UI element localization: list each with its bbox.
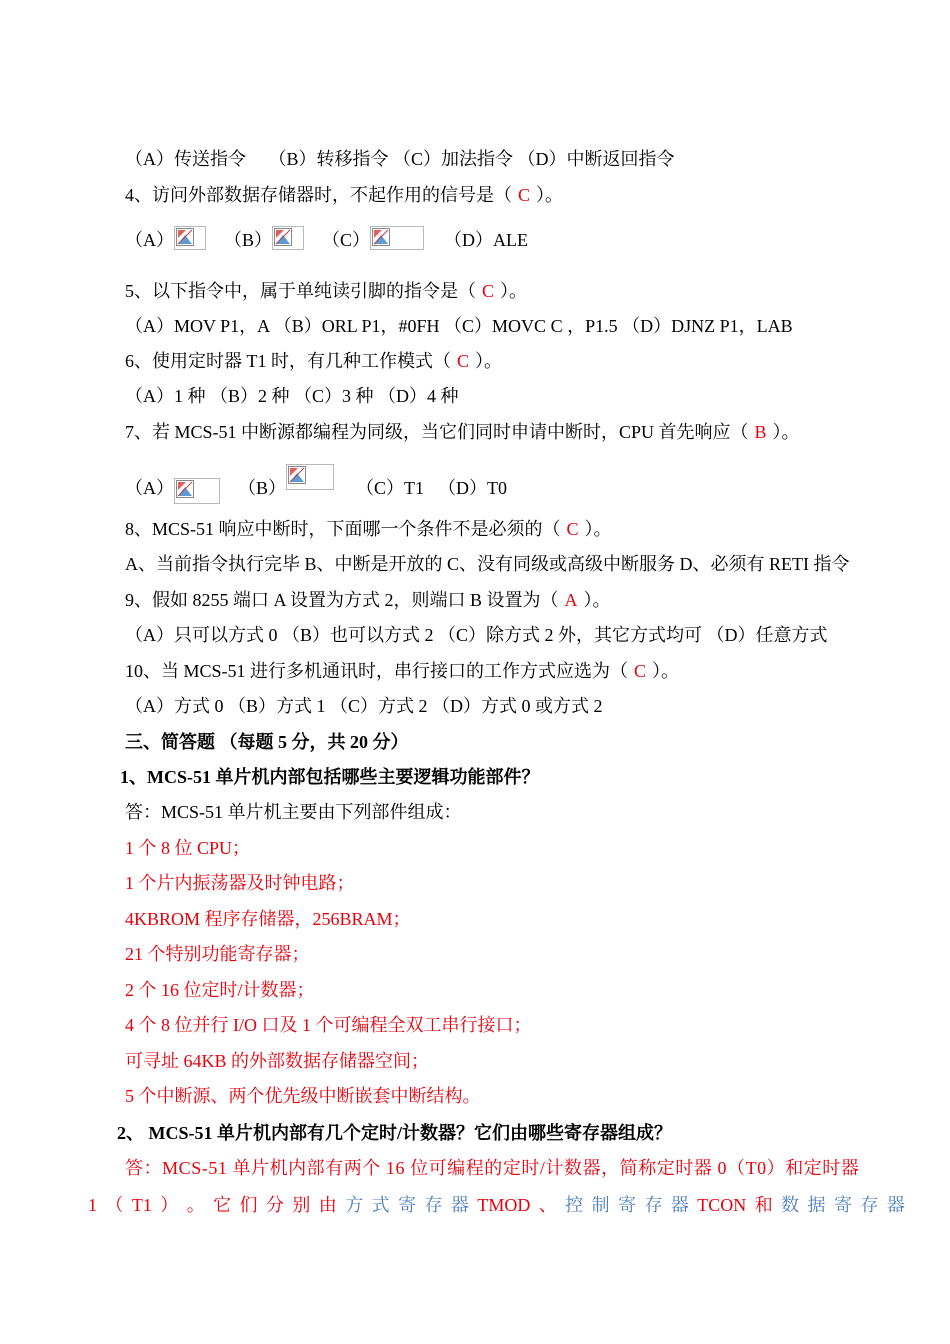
q7-text: 7、若 MCS-51 中断源都编程为同级，当它们同时申请中断时，CPU 首先响应（ <box>125 422 749 442</box>
sq2-line2-token: 寄 <box>618 1195 637 1215</box>
sq2-line2-token: TCON <box>697 1195 747 1215</box>
sq2-line2-token: 、 <box>538 1195 557 1215</box>
q7-option-b: （B） <box>238 478 287 498</box>
sq2-line2-token: 和 <box>754 1195 773 1215</box>
q7-option-d: （D）T0 <box>438 478 508 498</box>
q10-options: （A）方式 0 （B）方式 1 （C）方式 2 （D）方式 0 或方式 2 <box>125 696 603 716</box>
sq2-line2-token: TMOD <box>477 1195 531 1215</box>
q6-options: （A）1 种 （B）2 种 （C）3 种 （D）4 种 <box>125 386 459 406</box>
sq2-line2-token: 存 <box>860 1195 879 1215</box>
sq1-item: 21 个特别功能寄存器； <box>125 944 310 964</box>
q7-answer: B <box>754 422 767 442</box>
sq2-line2-token: 制 <box>591 1195 610 1215</box>
q9-stem <box>125 588 611 612</box>
q7-stem <box>125 420 800 444</box>
q4-option-c: （C） <box>322 230 371 250</box>
q8-text: 8、MCS-51 响应中断时，下面哪一个条件不是必须的（ <box>125 519 561 539</box>
q7-end: ）。 <box>772 422 800 442</box>
sq2-line2-token: T1 <box>131 1195 152 1215</box>
q8-stem <box>125 517 612 541</box>
sq2-line2-token: 器 <box>450 1195 469 1215</box>
q7-options <box>125 464 507 504</box>
q5-end: ）。 <box>500 281 528 301</box>
sq2-line2-token: 存 <box>424 1195 443 1215</box>
broken-image-icon <box>174 478 220 504</box>
q4-option-b: （B） <box>224 230 273 250</box>
sq2-line2-token: 别 <box>292 1195 311 1215</box>
q4-answer: C <box>518 185 531 205</box>
q6-end: ）。 <box>475 351 503 371</box>
broken-image-icon <box>286 464 334 490</box>
sq2-line2-token: 寄 <box>833 1195 852 1215</box>
q10-text: 10、当 MCS-51 进行多机通讯时，串行接口的工作方式应选为（ <box>125 661 629 681</box>
sq2-question: 2、 MCS-51 单片机内部有几个定时/计数器？它们由哪些寄存器组成？ <box>117 1123 672 1143</box>
sq2-line2-token: 控 <box>565 1195 584 1215</box>
q10-end: ）。 <box>652 661 680 681</box>
q10-stem <box>125 659 679 683</box>
q7-option-a: （A） <box>125 478 174 498</box>
q10-answer: C <box>634 661 647 681</box>
q9-answer: A <box>564 590 578 610</box>
sq1-question: 1、MCS-51 单片机内部包括哪些主要逻辑功能部件？ <box>120 767 540 787</box>
sq1-item: 2 个 16 位定时/计数器； <box>125 980 315 1000</box>
sq2-line2-token: 们 <box>239 1195 258 1215</box>
sq1-item: 1 个片内振荡器及时钟电路； <box>125 873 355 893</box>
q7-option-c: （C）T1 <box>356 478 425 498</box>
sq1-answer-intro: 答：MCS-51 单片机主要由下列部件组成： <box>125 802 462 822</box>
sq2-line2-token: 数 <box>781 1195 800 1215</box>
sq2-line2-token: 据 <box>807 1195 826 1215</box>
q9-end: ）。 <box>583 590 611 610</box>
sq1-item: 可寻址 64KB 的外部数据存储器空间； <box>125 1051 430 1071</box>
q6-text: 6、使用定时器 T1 时，有几种工作模式（ <box>125 351 451 371</box>
sq1-item: 1 个 8 位 CPU； <box>125 838 251 858</box>
sq2-line2-token: 它 <box>213 1195 232 1215</box>
sq2-line2-token: 分 <box>265 1195 284 1215</box>
q6-answer: C <box>457 351 470 371</box>
q8-answer: C <box>566 519 579 539</box>
sq2-line2-token: 1 <box>88 1195 97 1215</box>
sq2-answer-line2 <box>88 1193 905 1217</box>
q9-text: 9、假如 8255 端口 A 设置为方式 2，则端口 B 设置为（ <box>125 590 559 610</box>
sq1-item: 4KBROM 程序存储器，256BRAM； <box>125 909 411 929</box>
sq2-line2-token: 寄 <box>398 1195 417 1215</box>
sq2-line2-token: ） <box>160 1195 179 1215</box>
sq2-answer-text: 答：MCS-51 单片机内部有两个 16 位可编程的定时/计数器，简称定时器 0（T0）和定时器 <box>125 1158 860 1178</box>
broken-image-icon <box>174 226 206 250</box>
sq2-line2-token: 存 <box>644 1195 663 1215</box>
broken-image-icon <box>370 226 424 250</box>
sq2-line2-token: 由 <box>318 1195 337 1215</box>
q9-options: （A）只可以方式 0 （B）也可以方式 2 （C）除方式 2 外，其它方式均可 （D）任意方式 <box>125 625 828 645</box>
q4-text: 4、访问外部数据存储器时，不起作用的信号是（ <box>125 185 512 205</box>
sq2-line2-token: 器 <box>886 1195 905 1215</box>
q4-option-a: （A） <box>125 230 174 250</box>
q4-option-d: （D）ALE <box>444 230 529 250</box>
sq1-item: 5 个中断源、两个优先级中断嵌套中断结构。 <box>125 1086 481 1106</box>
q4-stem <box>125 183 563 207</box>
q8-end: ）。 <box>584 519 612 539</box>
q5-text: 5、以下指令中，属于单纯读引脚的指令是（ <box>125 281 476 301</box>
q3-options: （A）传送指令 （B）转移指令 （C）加法指令 （D）中断返回指令 <box>125 149 675 169</box>
sq2-answer-line1 <box>125 1156 859 1180</box>
q6-stem <box>125 349 502 373</box>
sq2-line2-token: 。 <box>186 1195 205 1215</box>
sq2-line2-token: （ <box>105 1195 124 1215</box>
sq2-line2-token: 式 <box>371 1195 390 1215</box>
q5-answer: C <box>482 281 495 301</box>
sq2-line2-token: 方 <box>345 1195 364 1215</box>
q4-end: ）。 <box>536 185 564 205</box>
sq1-item: 4 个 8 位并行 I/O 口及 1 个可编程全双工串行接口； <box>125 1015 532 1035</box>
q5-stem <box>125 279 527 303</box>
section3-title: 三、简答题 （每题 5 分，共 20 分） <box>125 732 409 752</box>
q4-options <box>125 226 528 252</box>
sq2-line2-token: 器 <box>670 1195 689 1215</box>
q8-options: A、当前指令执行完毕 B、中断是开放的 C、没有同级或高级中断服务 D、必须有 RETI 指令 <box>125 554 850 574</box>
q5-options: （A）MOV P1，A （B）ORL P1，#0FH （C）MOVC C ，P1.5 （D）DJNZ P1，LAB <box>125 316 793 336</box>
broken-image-icon <box>272 226 304 250</box>
